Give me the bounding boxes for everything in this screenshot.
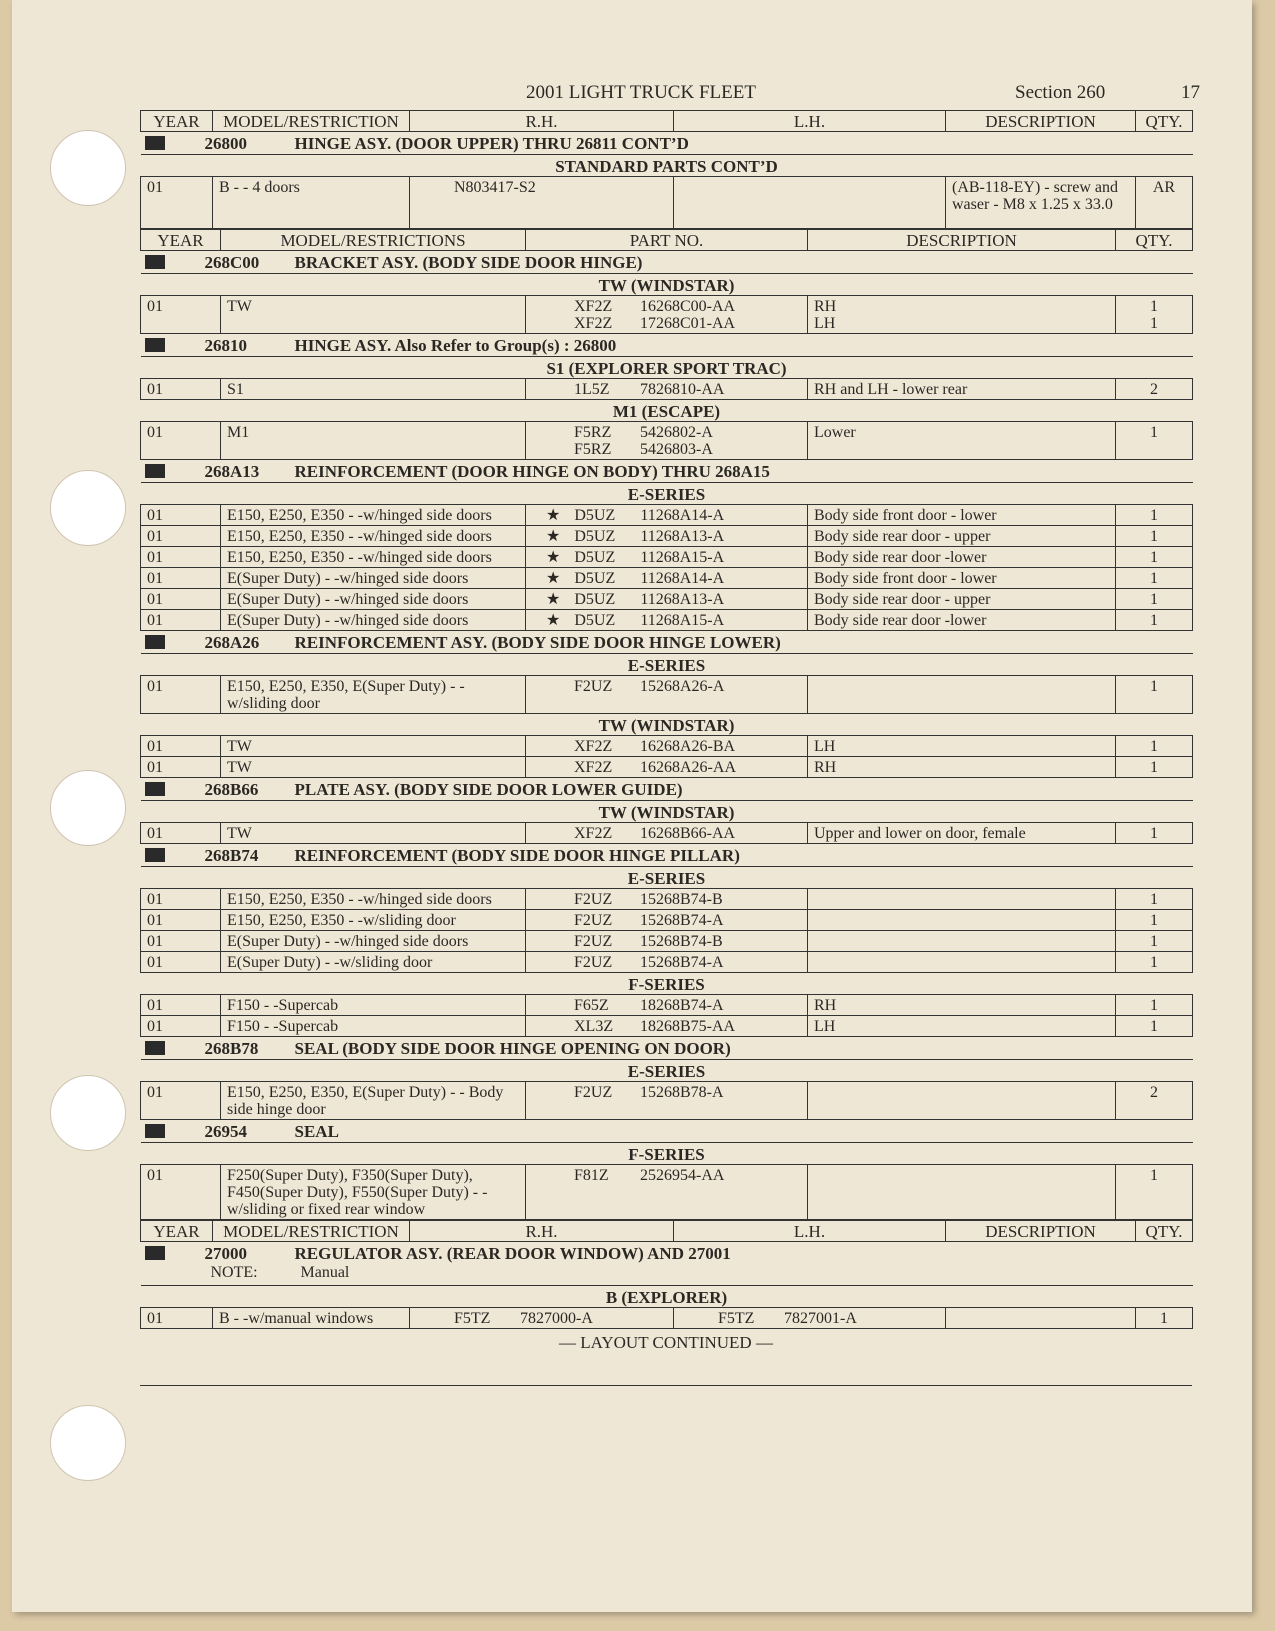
cell-year: 01 [141,757,221,778]
subgroup-title: TW (WINDSTAR) [598,276,735,295]
column-header-row [141,1221,1193,1242]
group-number: 268A13 [204,462,260,481]
cell-desc: Body side front door - lower [808,568,1116,589]
cell-year: 01 [141,889,221,910]
cell-desc: Upper and lower on door, female [808,823,1116,844]
table-row [141,736,1193,757]
desc-line: RH [814,298,837,315]
part-prefix: D5UZ [574,591,616,608]
part-number: 7826810-AA [640,381,725,398]
group-marker [145,1124,165,1138]
star-icon: ★ [546,549,561,566]
col-qty: QTY. [1116,230,1193,251]
group-number: 26954 [204,1122,247,1141]
part-prefix: F2UZ [574,1084,613,1101]
part-prefix: F2UZ [574,891,613,908]
cell-model: B - - 4 doors [213,177,410,229]
col-year: YEAR [141,1221,213,1242]
cell-model: E(Super Duty) - -w/sliding door [221,952,526,973]
part-number: 11268A15-A [640,549,725,566]
group-title: REINFORCEMENT (BODY SIDE DOOR HINGE PILLAR) [294,846,740,865]
cell-year: 01 [141,547,221,568]
cell-qty: 1 [1116,889,1193,910]
cell-model: E150, E250, E350 - -w/sliding door [221,910,526,931]
cell-qty: 1 [1116,952,1193,973]
group-title: HINGE ASY. (DOOR UPPER) THRU 26811 CONT’D [294,134,689,153]
cell-part [526,1016,808,1037]
cell-model: E150, E250, E350 - -w/hinged side doors [221,526,526,547]
cell-part [526,568,808,589]
cell-year: 01 [141,177,213,229]
star-icon: ★ [546,612,561,629]
group-title: HINGE ASY. Also Refer to Group(s) : 26800 [294,336,617,355]
group-marker [145,255,165,269]
cell-qty: 1 [1116,736,1193,757]
cell-part [526,995,808,1016]
cell-qty: 1 [1116,823,1193,844]
star-icon: ★ [546,528,561,545]
part-number: 17268C01-AA [640,315,736,332]
layout-continued-footer: — LAYOUT CONTINUED — [559,1333,773,1352]
cell-desc [808,952,1116,973]
cell-year: 01 [141,910,221,931]
cell-year: 01 [141,610,221,631]
col-model: MODEL/RESTRICTIONS [221,230,526,251]
part-number: 5426802-A [640,424,713,441]
part-number: 15268A26-A [640,678,725,695]
part-prefix: F5TZ [718,1310,755,1327]
part-prefix: XL3Z [574,1018,614,1035]
cell-year: 01 [141,931,221,952]
note-label: NOTE: [210,1264,258,1281]
binder-hole [50,1075,126,1151]
cell-part [526,676,808,714]
cell-qty: 2 [1116,379,1193,400]
col-lh: L.H. [674,1221,946,1242]
cell-part [526,610,808,631]
cell-qty: 1 [1116,610,1193,631]
part-prefix: XF2Z [574,298,613,315]
cell-qty: 1 [1116,995,1193,1016]
group-title: SEAL (BODY SIDE DOOR HINGE OPENING ON DOOR) [294,1039,731,1058]
col-part: PART NO. [526,230,808,251]
cell-year: 01 [141,995,221,1016]
table-row [141,995,1193,1016]
part-prefix: D5UZ [574,549,616,566]
table-row [141,823,1193,844]
cell-qty: 1 [1116,422,1193,460]
cell-desc: RH [808,995,1116,1016]
cell-part [526,296,808,334]
group-number: 268B78 [204,1039,259,1058]
table-row [141,1082,1193,1120]
cell-part [526,1082,808,1120]
group-26954 [141,1120,1193,1143]
part-number: 15268B74-B [640,891,723,908]
cell-year: 01 [141,568,221,589]
part-prefix: F81Z [574,1167,609,1184]
part-prefix: F5RZ [574,424,612,441]
col-lh: L.H. [674,111,946,132]
cell-year: 01 [141,823,221,844]
group-title: SEAL [294,1122,339,1141]
binder-hole [50,470,126,546]
group-268A26 [141,631,1193,654]
desc-line: LH [814,315,836,332]
cell-model: TW [221,736,526,757]
part-number: 18268B75-AA [640,1018,736,1035]
cell-desc [808,910,1116,931]
table-row [141,379,1193,400]
part-number: 2526954-AA [640,1167,725,1184]
cell-year: 01 [141,589,221,610]
binder-hole [50,770,126,846]
part-number: 16268C00-AA [640,298,736,315]
cell-desc [808,1082,1116,1120]
catalog-page [12,0,1252,1612]
cell-desc: (AB-118-EY) - screw and waser - M8 x 1.25 x 33.0 [946,177,1136,229]
part-prefix: D5UZ [574,507,616,524]
group-number: 27000 [204,1244,247,1263]
part-number: 15268B78-A [640,1084,724,1101]
cell-qty: 1 [1116,1165,1193,1220]
part-prefix: XF2Z [574,759,613,776]
cell-year: 01 [141,676,221,714]
part-prefix: XF2Z [574,825,613,842]
column-header-row [141,230,1193,251]
group-number: 26800 [204,134,247,153]
parts-table-5col [140,110,1193,229]
cell-part [526,757,808,778]
section-label: Section 260 [1015,82,1106,103]
group-title: PLATE ASY. (BODY SIDE DOOR LOWER GUIDE) [294,780,683,799]
cell-year: 01 [141,296,221,334]
binder-hole [50,130,126,206]
group-268C00 [141,251,1193,274]
part-prefix: F2UZ [574,912,613,929]
cell-model: TW [221,757,526,778]
col-desc: DESCRIPTION [946,111,1136,132]
cell-qty: AR [1136,177,1193,229]
cell-qty: 1 [1116,547,1193,568]
col-model: MODEL/RESTRICTION [213,1221,410,1242]
cell-qty: 1 [1116,931,1193,952]
note-text: Manual [300,1264,350,1281]
cell-year: 01 [141,379,221,400]
part-prefix: F2UZ [574,933,613,950]
subgroup-title: S1 (EXPLORER SPORT TRAC) [546,359,787,378]
group-26800 [141,132,1193,155]
part-number: 11268A13-A [640,528,725,545]
cell-year: 01 [141,505,221,526]
part-number: 7827001-A [784,1310,857,1327]
cell-part [526,547,808,568]
subgroup-title: STANDARD PARTS CONT’D [555,157,778,176]
cell-qty: 1 [1116,526,1193,547]
cell-part [526,505,808,526]
table-row [141,676,1193,714]
table-row [141,757,1193,778]
cell-desc: Body side rear door -lower [808,610,1116,631]
table-row [141,568,1193,589]
table-row [141,910,1193,931]
part-number: 11268A14-A [640,507,725,524]
cell-model: E150, E250, E350 - -w/hinged side doors [221,889,526,910]
cell-part [526,910,808,931]
subgroup-title: TW (WINDSTAR) [598,716,735,735]
cell-part [526,379,808,400]
subgroup-title: F-SERIES [628,1145,705,1164]
cell-model: E150, E250, E350 - -w/hinged side doors [221,547,526,568]
cell-model: B - -w/manual windows [213,1308,410,1329]
cell-year: 01 [141,1165,221,1220]
rows-268A13 [141,505,1193,631]
part-prefix: F5RZ [574,441,612,458]
col-desc: DESCRIPTION [946,1221,1136,1242]
qty-line: 1 [1150,298,1158,315]
cell-desc: Body side rear door - upper [808,526,1116,547]
cell-model: E(Super Duty) - -w/hinged side doors [221,568,526,589]
part-prefix: XF2Z [574,315,613,332]
col-rh: R.H. [410,1221,674,1242]
group-marker [145,1041,165,1055]
table-row [141,589,1193,610]
part-number: 11268A14-A [640,570,725,587]
table-row [141,547,1193,568]
cell-desc: RH [808,757,1116,778]
cell-model: TW [221,823,526,844]
subgroup-title: B (EXPLORER) [605,1288,728,1307]
cell-desc [808,889,1116,910]
group-26810 [141,334,1193,357]
page-title: 2001 LIGHT TRUCK FLEET [526,82,756,103]
part-prefix: D5UZ [574,570,616,587]
subgroup-title: E-SERIES [627,485,706,504]
group-marker [145,782,165,796]
part-number: 15268B74-A [640,912,724,929]
group-number: 268B74 [204,846,259,865]
table-row [141,526,1193,547]
group-number: 268A26 [204,633,260,652]
cell-rh: N803417-S2 [410,177,674,229]
cell-qty: 1 [1136,1308,1193,1329]
group-title: REINFORCEMENT ASY. (BODY SIDE DOOR HINGE LOWER) [294,633,781,652]
cell-part [526,589,808,610]
cell-model: E(Super Duty) - -w/hinged side doors [221,610,526,631]
table-row [141,610,1193,631]
group-title: BRACKET ASY. (BODY SIDE DOOR HINGE) [294,253,643,272]
cell-model: E150, E250, E350, E(Super Duty) - - w/sliding door [221,676,526,714]
part-number: 16268A26-BA [640,738,736,755]
group-268A13 [141,460,1193,483]
group-title: REINFORCEMENT (DOOR HINGE ON BODY) THRU 268A15 [294,462,770,481]
cell-part [526,1165,808,1220]
cell-rh [410,1308,674,1329]
group-marker [145,338,165,352]
cell-model: E150, E250, E350 - -w/hinged side doors [221,505,526,526]
cell-qty: 1 [1116,589,1193,610]
table-row [141,952,1193,973]
cell-desc: LH [808,736,1116,757]
part-number: 18268B74-A [640,997,724,1014]
col-model: MODEL/RESTRICTION [213,111,410,132]
group-marker [145,464,165,478]
group-title: REGULATOR ASY. (REAR DOOR WINDOW) AND 27001 [294,1244,731,1263]
group-marker [145,635,165,649]
parts-table-5col-bottom [140,1220,1193,1329]
part-prefix: F2UZ [574,678,613,695]
cell-desc: Lower [808,422,1116,460]
part-prefix: F65Z [574,997,609,1014]
cell-model: TW [221,296,526,334]
cell-desc [808,1165,1116,1220]
part-number: 11268A13-A [640,591,725,608]
part-number: 16268A26-AA [640,759,736,776]
cell-lh [674,1308,946,1329]
table-row [141,422,1193,460]
binder-hole [50,1405,126,1481]
group-268B78 [141,1037,1193,1060]
star-icon: ★ [546,591,561,608]
cell-qty: 1 [1116,757,1193,778]
page-content [140,80,1200,1386]
page-number: 17 [1181,82,1200,103]
cell-qty: 1 [1116,676,1193,714]
page-header [140,80,1200,110]
subgroup-title: E-SERIES [627,869,706,888]
qty-line: 1 [1150,315,1158,332]
group-note [141,1264,1193,1286]
part-number: 11268A15-A [640,612,725,629]
group-268B74 [141,844,1193,867]
cell-qty: 2 [1116,1082,1193,1120]
cell-qty: 1 [1116,910,1193,931]
table-row [141,1165,1193,1220]
cell-model: F150 - -Supercab [221,1016,526,1037]
table-row [141,296,1193,334]
parts-table-4col [140,229,1193,1220]
cell-year: 01 [141,952,221,973]
table-row [141,177,1193,229]
group-marker [145,848,165,862]
cell-model: S1 [221,379,526,400]
col-year: YEAR [141,230,221,251]
table-row [141,1016,1193,1037]
cell-year: 01 [141,1082,221,1120]
group-number: 268B66 [204,780,259,799]
group-268B66 [141,778,1193,801]
cell-year: 01 [141,526,221,547]
cell-model: M1 [221,422,526,460]
cell-desc [808,676,1116,714]
cell-part [526,526,808,547]
cell-qty: 1 [1116,1016,1193,1037]
part-prefix: D5UZ [574,612,616,629]
cell-part [526,823,808,844]
cell-part [526,422,808,460]
cell-desc: Body side rear door -lower [808,547,1116,568]
part-number: 7827000-A [520,1310,593,1327]
column-header-row [141,111,1193,132]
star-icon: ★ [546,507,561,524]
part-prefix: XF2Z [574,738,613,755]
group-27000 [141,1242,1193,1265]
subgroup-title: E-SERIES [627,1062,706,1081]
table-row [141,1308,1193,1329]
cell-model: E150, E250, E350, E(Super Duty) - - Body side hinge door [221,1082,526,1120]
col-rh: R.H. [410,111,674,132]
col-qty: QTY. [1136,111,1193,132]
cell-desc: RH and LH - lower rear [808,379,1116,400]
cell-model: E(Super Duty) - -w/hinged side doors [221,589,526,610]
cell-part [526,889,808,910]
table-row [141,931,1193,952]
col-qty: QTY. [1136,1221,1193,1242]
table-row [141,505,1193,526]
subgroup-title: TW (WINDSTAR) [598,803,735,822]
group-number: 26810 [204,336,247,355]
cell-desc [946,1308,1136,1329]
cell-desc: Body side rear door - upper [808,589,1116,610]
part-prefix: F2UZ [574,954,613,971]
cell-desc: LH [808,1016,1116,1037]
cell-lh [674,177,946,229]
cell-qty: 1 [1116,568,1193,589]
cell-part [526,952,808,973]
part-number: 15268B74-A [640,954,724,971]
part-number: 15268B74-B [640,933,723,950]
bottom-rule [140,1385,1192,1386]
cell-year: 01 [141,422,221,460]
cell-qty: 1 [1116,505,1193,526]
cell-desc: Body side front door - lower [808,505,1116,526]
subgroup-title: M1 (ESCAPE) [612,402,721,421]
subgroup-title: E-SERIES [627,656,706,675]
cell-year: 01 [141,736,221,757]
subgroup-title: F-SERIES [628,975,705,994]
part-prefix: F5TZ [454,1310,491,1327]
group-marker [145,136,165,150]
cell-qty [1116,296,1193,334]
part-prefix: D5UZ [574,528,616,545]
cell-year: 01 [141,1016,221,1037]
cell-model: F250(Super Duty), F350(Super Duty), F450(Super Duty), F550(Super Duty) - -w/sliding or fixed rear window [221,1165,526,1220]
col-year: YEAR [141,111,213,132]
cell-model: E(Super Duty) - -w/hinged side doors [221,931,526,952]
cell-desc [808,296,1116,334]
col-desc: DESCRIPTION [808,230,1116,251]
cell-part [526,931,808,952]
group-number: 268C00 [204,253,260,272]
cell-model: F150 - -Supercab [221,995,526,1016]
table-row [141,889,1193,910]
part-prefix: 1L5Z [574,381,610,398]
star-icon: ★ [546,570,561,587]
cell-desc [808,931,1116,952]
cell-year: 01 [141,1308,213,1329]
group-marker [145,1246,165,1260]
part-number: 16268B66-AA [640,825,736,842]
cell-part [526,736,808,757]
part-number: 5426803-A [640,441,713,458]
